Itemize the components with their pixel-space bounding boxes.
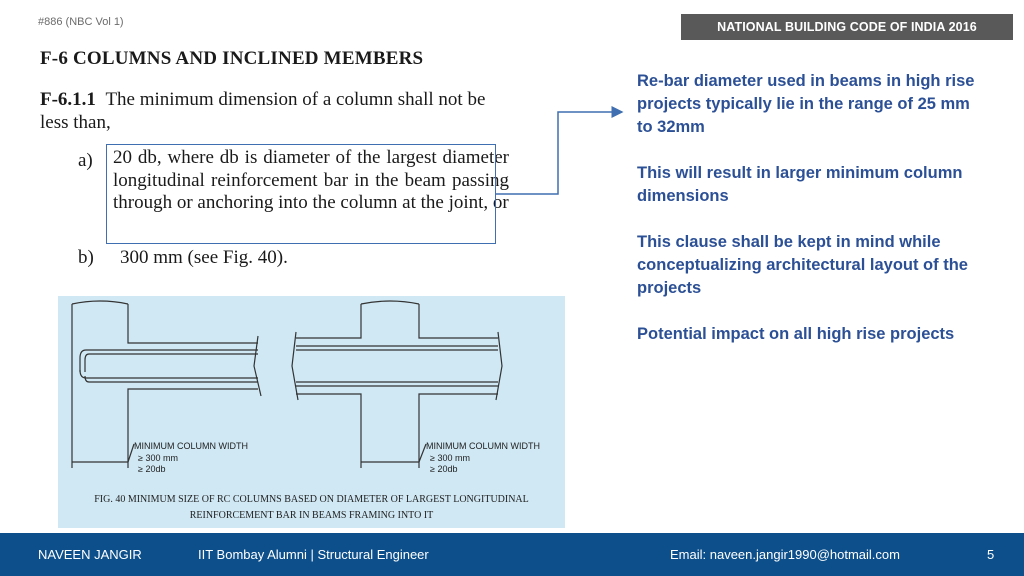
- left-width-min-db: ≥ 20db: [138, 464, 166, 474]
- footer-bar: [0, 533, 1024, 576]
- item-a-marker: a): [78, 150, 93, 171]
- clause: [40, 88, 510, 134]
- caption-line-1: FIG. 40 MINIMUM SIZE OF RC COLUMNS BASED ON DIAMETER OF LARGEST LONGITUDINAL: [94, 494, 529, 505]
- author-affiliation: IIT Bombay Alumni | Structural Engineer: [198, 547, 429, 562]
- right-width-min-db: ≥ 20db: [430, 464, 458, 474]
- clause-text: The minimum dimension of a column shall not be less than,: [40, 89, 486, 133]
- notes-panel: [637, 70, 977, 369]
- highlight-box: [106, 144, 496, 244]
- figure-caption: [58, 492, 565, 524]
- left-width-label: MINIMUM COLUMN WIDTH: [134, 441, 248, 451]
- right-width-label: MINIMUM COLUMN WIDTH: [426, 441, 540, 451]
- page-number: 5: [987, 547, 995, 562]
- note-item: This will result in larger minimum column dimensions: [637, 164, 963, 205]
- caption-line-2: REINFORCEMENT BAR IN BEAMS FRAMING INTO IT: [189, 510, 434, 521]
- section-title: F-6 COLUMNS AND INCLINED MEMBERS: [40, 48, 424, 69]
- clause-number: F-6.1.1: [40, 89, 96, 110]
- item-a-text: 20 db, where db is diameter of the largest diameter longitudinal reinforcement bar in the beam passing through or anchoring into the column at the joint, or: [113, 147, 509, 213]
- figure-40: [58, 296, 565, 528]
- author-email: Email: naveen.jangir1990@hotmail.com: [670, 547, 900, 562]
- header-badge: NATIONAL BUILDING CODE OF INDIA 2016: [681, 14, 1013, 40]
- note-item: Re-bar diameter used in beams in high rise projects typically lie in the range of 25 mm to 32mm: [637, 72, 975, 136]
- left-width-min-mm: ≥ 300 mm: [138, 453, 178, 463]
- item-b-text: 300 mm (see Fig. 40).: [120, 247, 288, 268]
- author-name: NAVEEN JANGIR: [38, 547, 142, 562]
- note-item: Potential impact on all high rise projects: [637, 325, 955, 343]
- item-b-marker: b): [78, 247, 94, 268]
- slide-reference: #886 (NBC Vol 1): [38, 16, 124, 28]
- note-item: This clause shall be kept in mind while conceptualizing architectural layout of the projects: [637, 233, 968, 297]
- right-width-min-mm: ≥ 300 mm: [430, 453, 470, 463]
